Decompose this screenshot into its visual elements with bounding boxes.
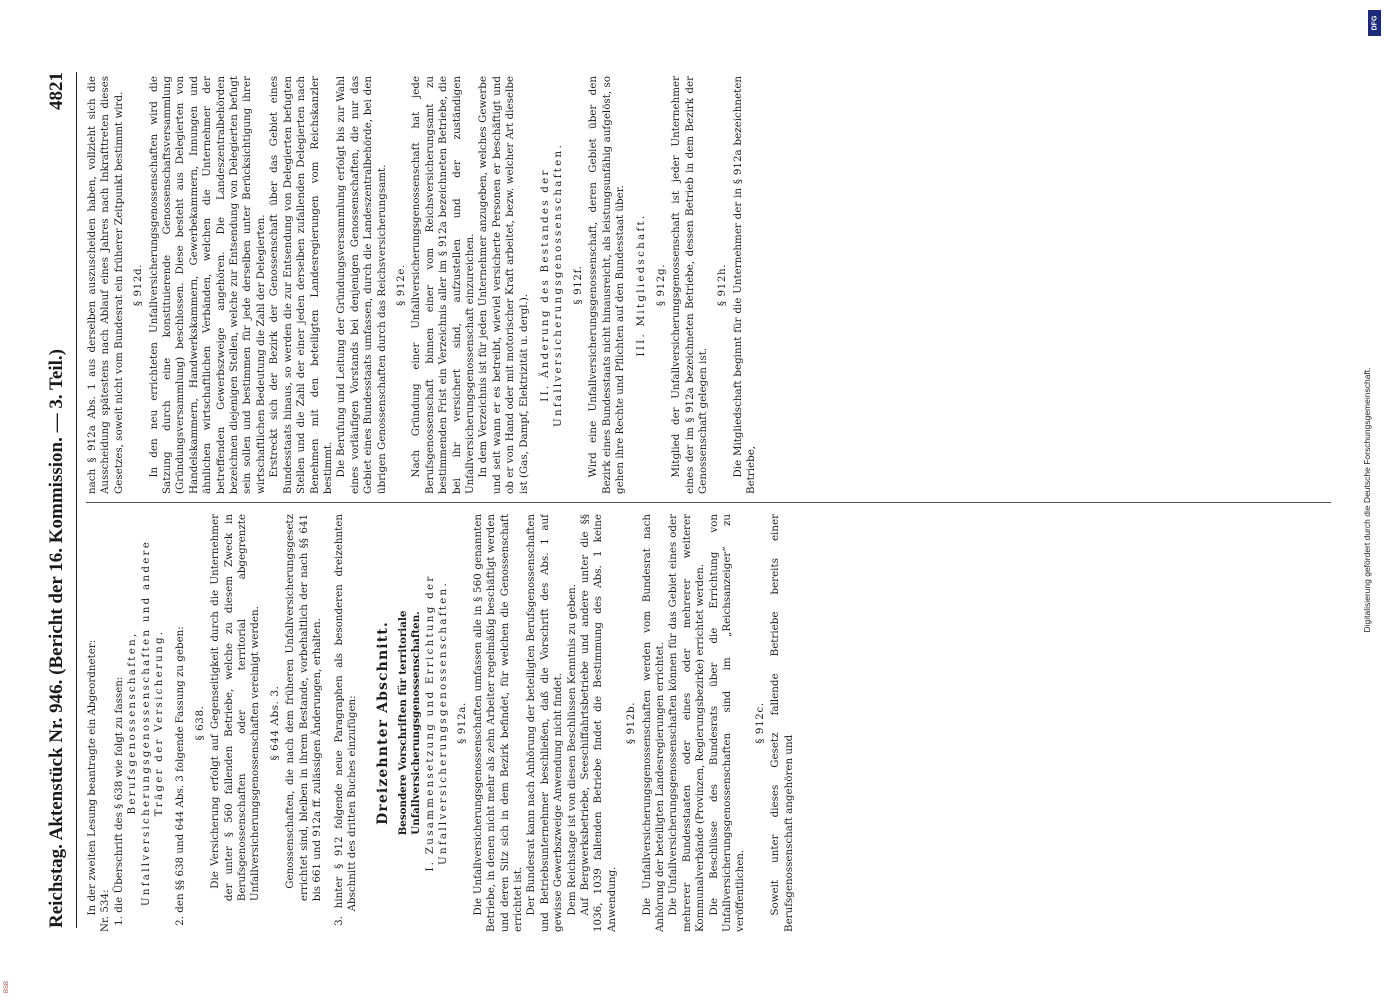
text-paragraph: II. Änderung des Bestandes der Unfallversicherungsgenossenschaften.: [539, 143, 565, 427]
section-heading: § 912f.: [571, 265, 584, 305]
page-header: [46, 72, 77, 928]
text-paragraph: 1. die Überschrift des § 638 wie folgt zu fassen:: [112, 676, 125, 926]
spacer: [325, 514, 333, 932]
text-paragraph: Der Bundesrat kann nach Anhörung der beteiligten Berufsgenossenschaften und Betriebsunternehmer beschließen, daß die Vorschrift des Abs. 1 auf gewisse Gewerbszweige Anwendung nicht findet.: [525, 514, 565, 932]
text-paragraph: Die Unfallversicherungsgenossenschaften werden vom Bundesrat nach Anhörung der beteiligten Landesregierungen errichtet.: [640, 514, 667, 932]
spacer: [166, 514, 174, 932]
text-paragraph: 3. hinter § 912 folgende neue Paragraphen als besonderen dreizehnten Abschnitt des dritten Buches einzufügen:: [332, 514, 358, 926]
library-stamp-text: BSB: [4, 980, 10, 994]
text-paragraph: In dem Verzeichnis ist für jeden Unternehmer anzugeben, welches Gewerbe und seit wann er es betreibt, wieviel versicherte Personen er beschäftigt und ob er von Hand oder mit motorischer Kraft arbeitet, bezw. welcher Art dieselbe ist (Gas, Dampf, Elektrizität u. dergl.).: [477, 76, 530, 494]
text-paragraph: Dreizehnter Abschnitt.: [375, 621, 392, 825]
left-column: [86, 514, 1331, 932]
text-paragraph: In der zweiten Lesung beantragte ein Abgeordneter:: [86, 639, 98, 916]
running-head: Reichstag. Aktenstück Nr. 946. (Bericht der 16. Kommission. — 3. Teil.): [46, 349, 67, 928]
text-paragraph: Die Berufung und Leitung der Gründungsversammlung erfolgt bis zur Wahl eines vorläufigen Vorstands bei denjenigen Genossenschaften, die nur das Gebiet eines Bundesstaats umfassen, durch die Landeszentralbehörde, bei den übrigen Genossenschaften durch das Reichsversicherungsamt.: [335, 76, 388, 494]
section-heading: § 638.: [193, 705, 206, 741]
text-paragraph: Auf Bergwerksbetriebe, Seeschiffahrtsbetriebe und andere unter die §§ 1036, 1039 fallenden Betriebe findet die Bestimmung des Abs. 1 keine Anwendung.: [579, 514, 618, 932]
text-paragraph: Die Unfallversicherungsgenossenschaften können für das Gebiet eines oder mehrerer Bundesstaaten oder eines oder mehrerer weiterer Kommunalverbände (Provinzen, Regierungsbezirke) errichtet werden.: [667, 514, 707, 932]
section-heading: § 912b.: [625, 701, 638, 745]
text-paragraph: Genossenschaften, die nach dem früheren Unfallversicherungsgesetz errichtet sind, bleiben in ihrem Bestande, vorbehaltlich der nach §§ 641 bis 661 und 912a ff. zulässigen Änderungen, erhalten.: [284, 514, 324, 902]
section-heading: § 644 Abs. 3.: [268, 685, 281, 761]
text-paragraph: Die Unfallversicherungsgenossenschaften umfassen alle in § 560 genannten Betriebe, in denen nicht mehr als zehn Arbeiter regelmäßig beschäftigt werden und deren Sitz sich in dem Bezirk befindet, für welchen die Genossenschaft errichtet ist.: [471, 514, 524, 932]
text-paragraph: Nach Gründung einer Unfallversicherungsgenossenschaft hat jede Berufsgenossenschaft binnen einer vom Reichsversicherungsamt zu bestimmenden Frist ein Verzeichnis aller im § 912a bezeichneten Betriebe, die bei ihr versichert sind, aufzustellen und der zuständigen Unfallversicherungsgenossenschaft einzureichen.: [410, 76, 476, 494]
text-paragraph: Soweit unter dieses Gesetz fallende Betriebe bereits einer Berufsgenossenschaft angehören und: [769, 514, 795, 932]
page-number: 4821: [46, 72, 67, 110]
text-paragraph: III. Mitgliedschaft.: [635, 213, 648, 357]
document-page: [42, 60, 1342, 940]
text-paragraph: Wird eine Unfallversicherungsgenossenschaft, deren Gebiet über den Bezirk eines Bundesstaats nicht hinausreicht, als leistungsunfähig aufgelöst, so gehen ihre Rechte und Pflichten auf den Bundesstaat über.: [587, 76, 627, 494]
funding-note: [1358, 10, 1376, 990]
text-paragraph: Nr. 534:: [99, 889, 112, 932]
text-paragraph: Dem Reichstage ist von diesen Beschlüssen Kenntnis zu geben.: [565, 584, 578, 916]
text-paragraph: Mitglied der Unfallversicherungsgenossenschaft ist jeder Unternehmer eines der im § 912a bezeichneten Betriebe, dessen Betrieb in dem Bezirk der Genossenschaft gelegen ist.: [670, 76, 710, 494]
text-paragraph: Berufsgenossenschaften, Unfallversicherungsgenossenschaften und andere Träger der Versicherung.: [126, 539, 166, 907]
column-divider: [86, 502, 1331, 503]
spacer: [531, 76, 539, 494]
text-paragraph: Die Mitgliedschaft beginnt für die Unternehmer der in § 912a bezeichneten Betriebe,: [731, 76, 758, 494]
text-paragraph: Die Versicherung erfolgt auf Gegenseitigkeit durch die Unternehmer der unter § 560 fallenden Betriebe, welche zu diesem Zweck in Berufsgenossenschaften oder territorial abgegrenzte Unfallversicherungsgenossenschaften vereinigt werden.: [209, 514, 262, 902]
spacer: [627, 76, 635, 494]
dfg-logo-text: DFG: [1371, 15, 1378, 31]
text-paragraph: Erstreckt sich der Bezirk der Genossenschaft über das Gebiet eines Bundesstaats hinaus, so werden die zur Entsendung von Delegierten befugten Stellen und die Zahl der einer jeden derselben zufallenden Delegierten nach Benehmen mit den beteiligten Landesregierungen vom Reichskanzler bestimmt.: [268, 76, 334, 494]
section-heading: § 912a.: [456, 702, 469, 744]
dfg-logo: [1368, 10, 1381, 36]
text-paragraph: In den neu errichteten Unfallversicherungsgenossenschaften wird die Satzung durch eine konstituierende Genossenschaftsversammlung (Gründungsversammlung) beschlossen. Diese besteht aus Delegierten von Handelskammern, Handwerkskammern, Gewerbekammern, Innungen und ähnlichen wirtschaftlichen Verbänden, welchen die Unternehmer der betreffenden Gewerbszweige angehören. Die Landeszentralbehörden bezeichnen diejenigen Stellen, welche zur Entsendung von Delegierten befugt sein sollen und bestimmen für jede derselben unter Berücksichtigung ihrer wirtschaftlichen Bedeutung die Zahl der Delegierten.: [147, 76, 267, 494]
section-heading: § 912e.: [394, 264, 407, 306]
text-paragraph: Die Beschlüsse des Bundesrats über die Errichtung von Unfallversicherungsgenossenschaften sind im „Reichsanzeiger“ zu veröffentlichen.: [707, 514, 747, 932]
text-paragraph: Besondere Vorschriften für territoriale Unfallversicherungsgenossenschaften.: [396, 610, 423, 836]
section-heading: § 912g.: [654, 263, 667, 307]
funding-note-text: Digitalisierung gefördert durch die Deutsche Forschungsgemeinschaft.: [1362, 367, 1372, 633]
text-paragraph: 2. den §§ 638 und 644 Abs. 3 folgende Fassung zu geben:: [174, 626, 187, 926]
text-paragraph: nach § 912a Abs. 1 aus derselben auszuscheiden haben, vollzieht sich die Ausscheidung spätestens nach Ablauf eines Jahres nach Inkrafttreten dieses Gesetzes, soweit nicht vom Bundesrat ein früherer Zeitpunkt bestimmt wird.: [86, 76, 125, 494]
text-paragraph: I. Zusammensetzung und Errichtung der Unfallversicherungsgenossenschaften.: [423, 574, 449, 872]
library-stamp: [2, 975, 12, 999]
section-heading: § 912c.: [753, 702, 766, 744]
section-heading: § 912h.: [716, 263, 729, 307]
section-heading: § 912d.: [132, 263, 145, 307]
right-column: [86, 76, 1331, 494]
